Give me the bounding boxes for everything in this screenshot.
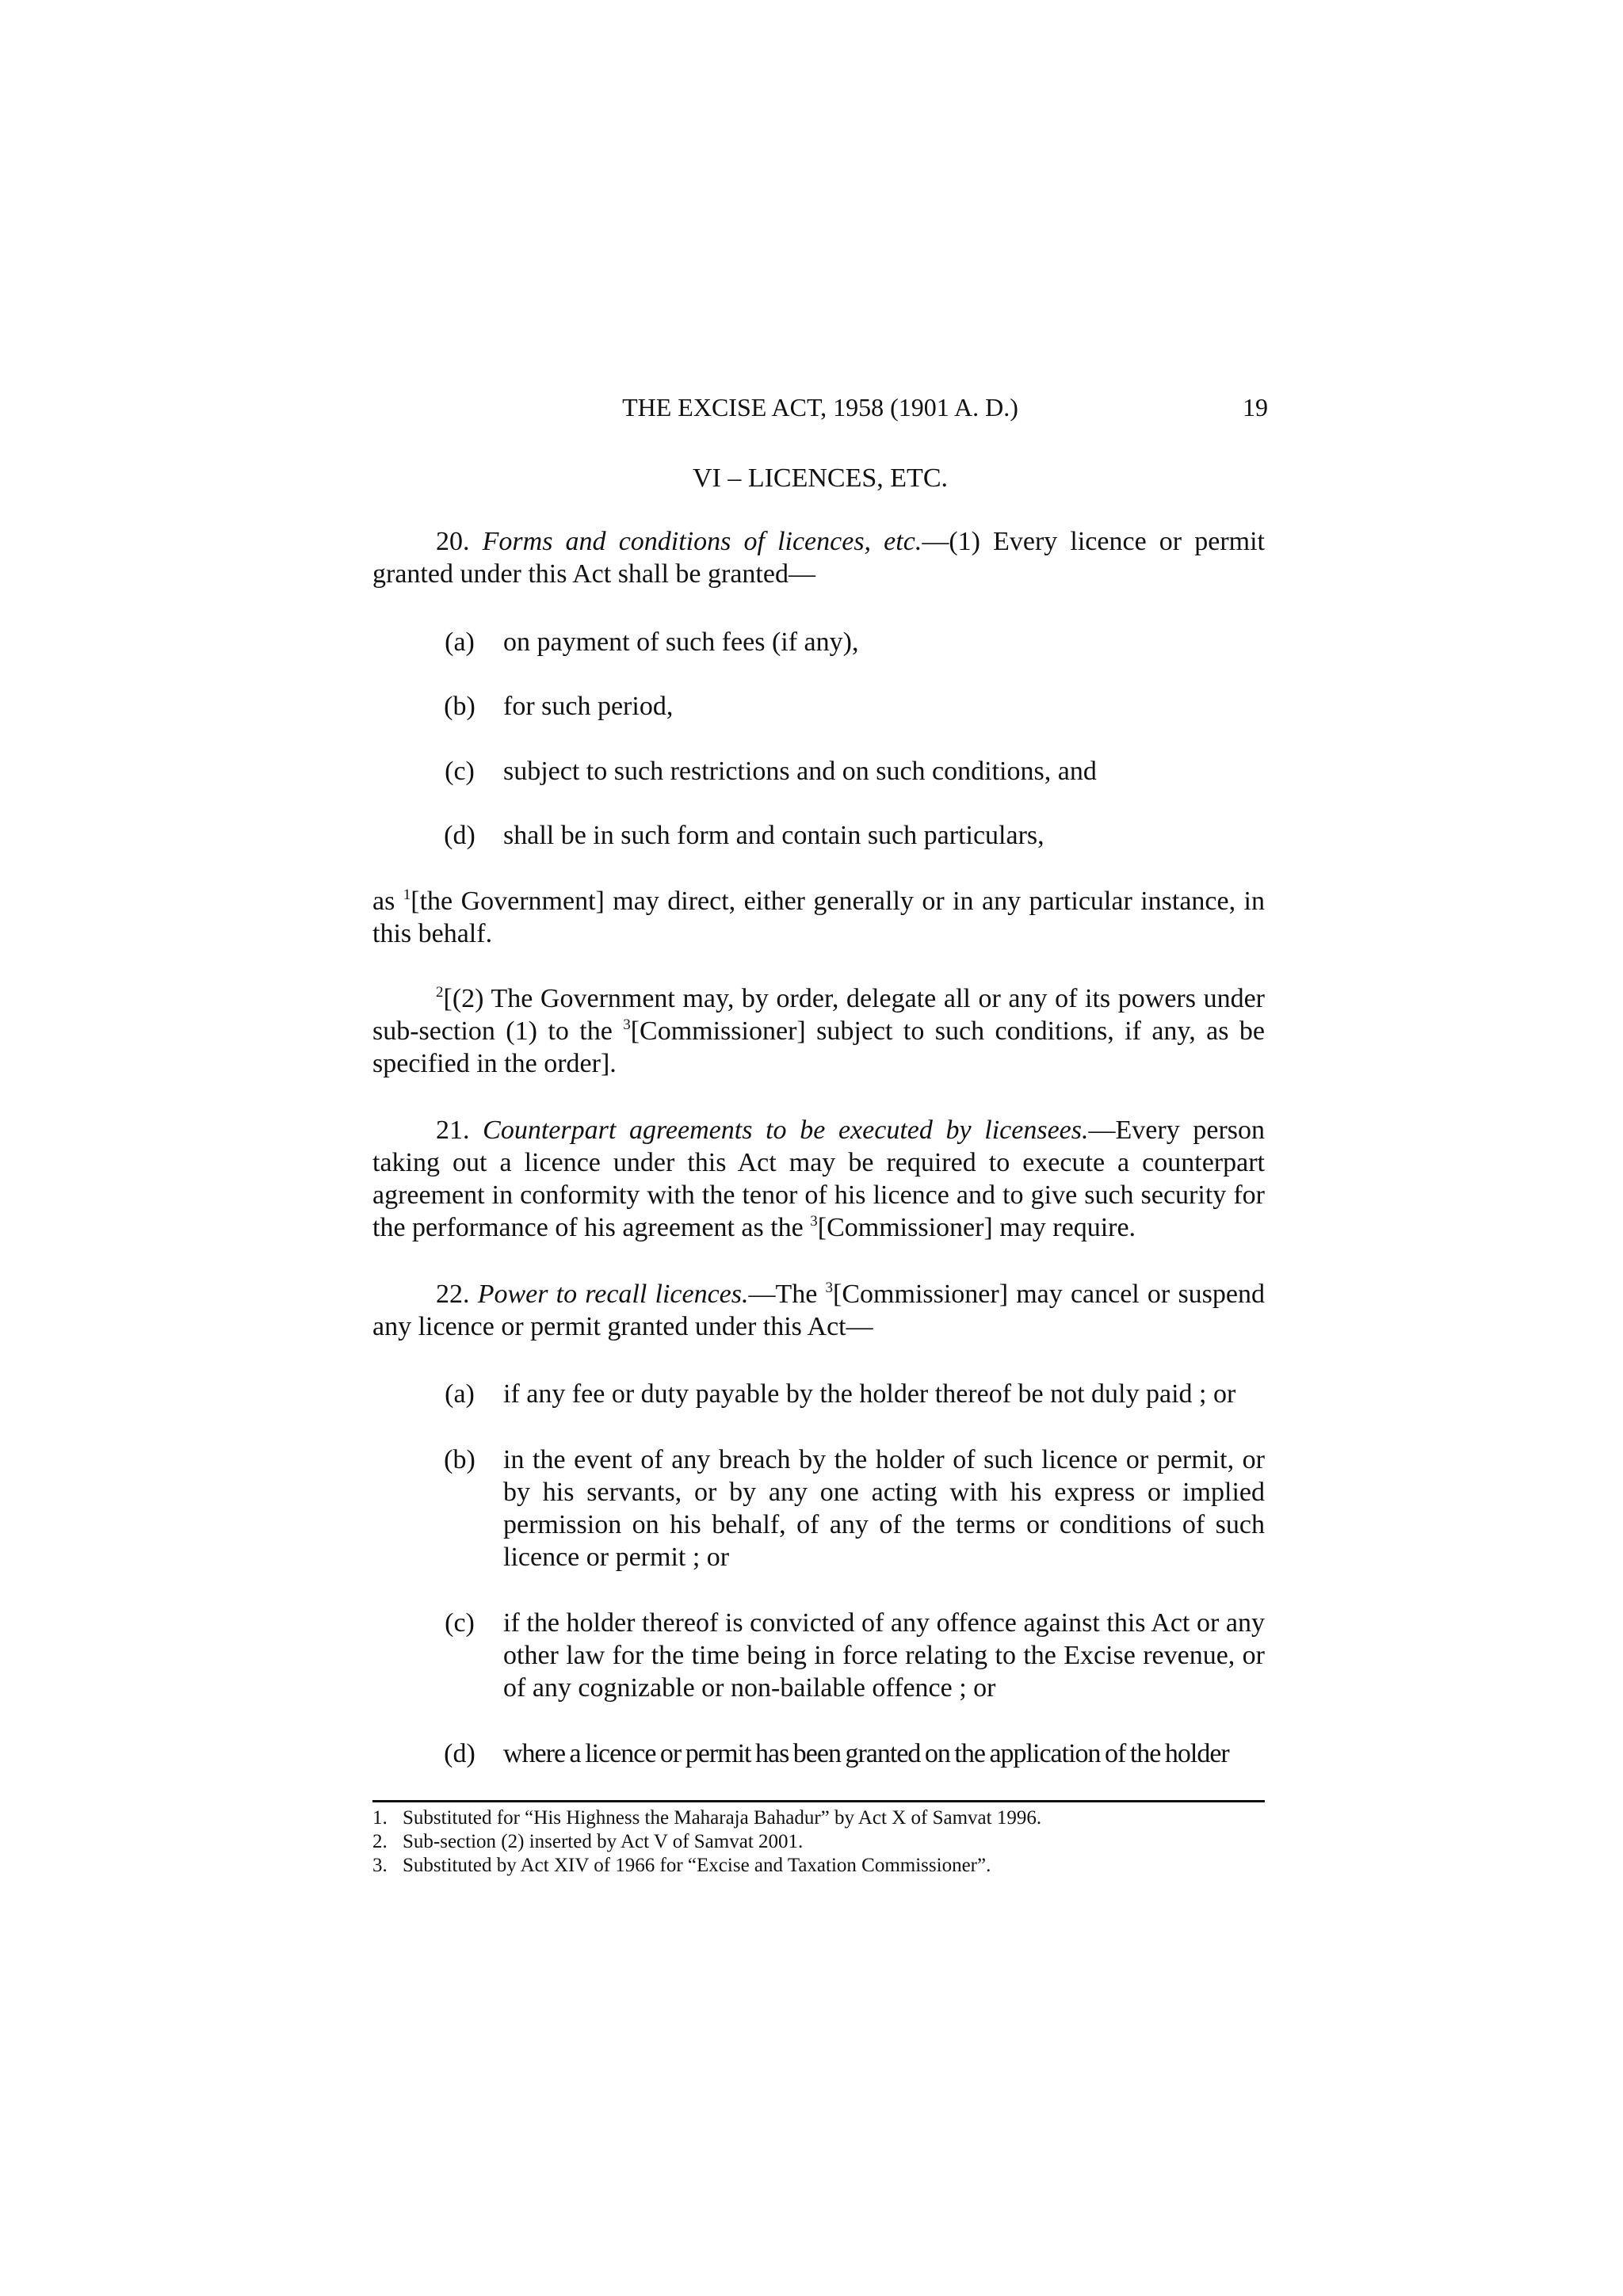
section-text: [Commissioner] may require. [817,1213,1136,1242]
section-text: —Every person taking out a licence under this Act may be required to execute a counterpart agreement in conformity with the tenor of his licence and to give such security for the performance of his agreement as the [372,1116,1266,1242]
item-label: (d) [444,821,475,850]
item-text: for such period, [503,692,674,721]
subsection-text: [(2) The Government may, by order, delegate all or any of its powers under sub-section (1) to the [372,984,1265,1046]
list-item [372,755,1265,788]
section-number: 20. [436,527,483,556]
item-text: shall be in such form and contain such particulars, [503,821,1044,850]
item-text: if the holder thereof is convicted of any offence against this Act or any other law for the time being in force relating to the Excise revenue, or of any cognizable or non-bailable offence ; or [503,1608,1265,1703]
item-text: in the event of any breach by the holder of such licence or permit, or by his servants, or by any one acting with his express or implied permission on his behalf, of any of the terms or conditions of such licence or permit ; or [503,1445,1265,1572]
footnote-ref[interactable]: 3 [623,1016,631,1033]
list-item [372,1737,1265,1770]
section-heading: Counterpart agreements to be executed by licensees. [483,1116,1089,1145]
item-label: (c) [445,757,475,786]
list-item [372,1378,1265,1410]
footnote-ref[interactable]: 3 [825,1280,834,1296]
closing-text-start: as [372,887,403,916]
list-item [372,1607,1265,1704]
footnote [372,1830,1265,1854]
footnote [372,1806,1265,1830]
section-20-intro [372,525,1265,590]
page-number: 19 [1243,393,1268,421]
closing-text: [the Government] may direct, either generally or in any particular instance, in this behalf. [372,887,1265,948]
footnote-number: 3. [372,1855,388,1876]
section-22-intro [372,1278,1265,1343]
header-title: THE EXCISE ACT, 1958 (1901 A. D.) [622,393,1018,421]
subsection-text: [Commissioner] subject to such conditions, if any, as be specified in the order]. [372,1016,1265,1078]
list-item [372,626,1265,658]
item-label: (c) [445,1608,475,1638]
item-text: subject to such restrictions and on such conditions, and [503,757,1097,786]
section-text: —The [748,1280,826,1309]
section-number: 22. [436,1280,478,1309]
footnote-separator [372,1800,1265,1802]
list-item [372,1444,1265,1573]
section-text: —(1) Every licence or permit granted under this Act shall be granted— [372,527,1265,589]
running-header [372,393,1268,433]
footnote-text: Sub-section (2) inserted by Act V of Samvat 2001. [403,1831,804,1852]
footnote-number: 1. [372,1807,388,1829]
section-number: 21. [436,1116,483,1145]
list-item [372,690,1265,723]
section-20-subsection-2 [372,982,1265,1080]
footnote-text: Substituted by Act XIV of 1966 for “Excise and Taxation Commissioner”. [403,1855,991,1876]
item-label: (a) [445,1379,475,1409]
footnote-number: 2. [372,1831,388,1852]
footnote-ref[interactable]: 2 [436,984,444,1001]
item-text: on payment of such fees (if any), [503,627,859,657]
footnotes [372,1806,1265,1878]
footnote-text: Substituted for “His Highness the Maharaja Bahadur” by Act X of Samvat 1996. [403,1807,1042,1829]
item-label: (b) [444,1445,475,1474]
item-label: (b) [444,692,475,721]
footnote-ref[interactable]: 1 [403,887,411,903]
footnote [372,1854,1265,1878]
section-heading: Power to recall licences. [477,1280,749,1309]
section-20-closing [372,885,1265,950]
section-text: [Commissioner] may cancel or suspend any licence or permit granted under this Act— [372,1280,1265,1341]
chapter-title: VI – LICENCES, ETC. [692,463,949,493]
item-text: where a licence or permit has been granted on the application of the holder [503,1739,1229,1768]
item-label: (a) [445,627,475,657]
item-label: (d) [444,1739,475,1768]
list-item [372,819,1265,852]
item-text: if any fee or duty payable by the holder thereof be not duly paid ; or [503,1379,1236,1409]
section-heading: Forms and conditions of licences, etc. [482,527,922,556]
footnote-ref[interactable]: 3 [810,1213,818,1230]
section-21 [372,1114,1265,1244]
